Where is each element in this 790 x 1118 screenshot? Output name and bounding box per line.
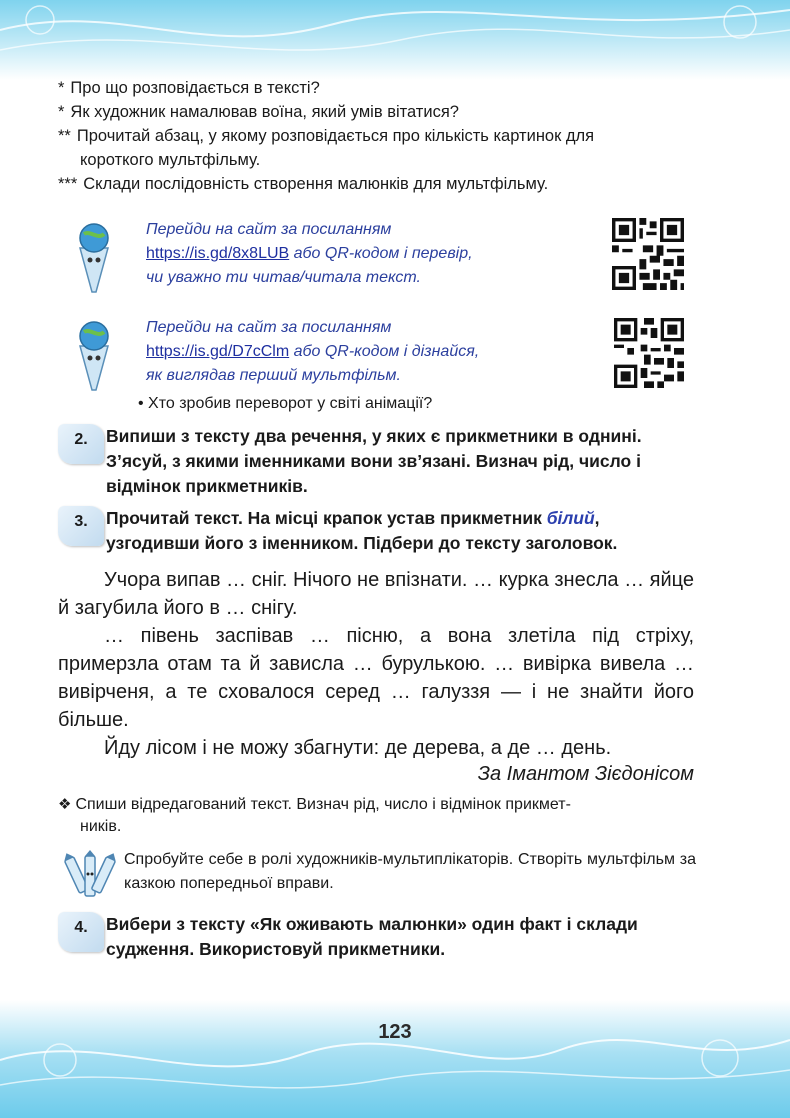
task-2-text: Випиши з тексту два речення, у яких є прикметники в однині. З’ясуй, з якими іменниками вони зв’язані. Визнач рід, число і відмінок прикметників. [106,426,642,496]
instruction: ❖ Спиши відредагований текст. Визнач рід, число і відмінок прикмет- ників. [58,796,571,835]
task-number-badge: 3. [58,506,104,546]
questions-list [58,76,708,196]
bottom-swirl-ornament [0,1000,790,1118]
question-item: * Як художник намалював воїна, який умів вітатися? [58,103,459,121]
task-number-badge: 2. [58,424,104,464]
question-item: *** Склади послідовність створення малюнків для мультфільму. [58,175,549,193]
page-number: 123 [378,1021,412,1043]
task-2 [58,424,708,502]
task-3-text: Прочитай текст. На місці крапок устав прикметник білий, узгодивши його з іменником. Підбери до тексту заголовок. [106,508,618,553]
task-4 [58,912,708,964]
story-paragraph: Йду лісом і не можу збагнути: де дерева, а де … день. [104,737,612,759]
link-url-1[interactable]: https://is.gd/8x8LUB [146,245,290,262]
attribution: За Імантом Зієдонісом [477,763,694,785]
qr-code-icon[interactable] [612,218,684,290]
story-text [58,566,694,762]
globe-mascot-icon [70,218,118,294]
crayon-note: Спробуйте себе в ролі художників-мультиплікаторів. Створіть мультфільм за казкою попередньої вправи. [124,851,696,892]
task-3 [58,506,708,558]
online-link-block-2 [70,316,710,396]
online-link-block-1 [70,218,710,298]
task-4-text: Вибери з тексту «Як оживають малюнки» один факт і склади судження. Використовуй прикметники. [106,914,638,959]
globe-mascot-icon [70,316,118,392]
task-number-badge: 4. [58,912,104,952]
bottom-decor-band [0,1000,790,1118]
top-swirl-ornament [0,0,790,80]
story-paragraph: … півень заспівав … пісню, а вона злетіла під стріху, примерзла отам та й зависла … бурулькою. … вивірка вивела … вивірченя, а те сховалося серед … галуззя — і не знайти його більше. [58,625,694,731]
question-item: ** Прочитай абзац, у якому розповідається про кількість картинок для [58,127,595,145]
question-item: * Про що розповідається в тексті? [58,79,320,97]
link-url-2[interactable]: https://is.gd/D7cClm [146,343,290,360]
crayons-icon [62,850,118,898]
question-item-continuation: короткого мультфільму. [80,151,261,169]
qr-code-icon[interactable] [614,318,684,388]
story-paragraph: Учора випав … сніг. Нічого не впізнати. … курка знесла … яйце й загубила його в … снігу. [58,569,694,619]
link-text-1: Перейди на сайт за посиланням https://is.gd/8x8LUB або QR-кодом і перевір, чи уважно ти читав/читала текст. [146,221,473,286]
bullet-question: • Хто зробив переворот у світі анімації? [138,395,433,412]
top-decor-band [0,0,790,80]
diamond-bullet-icon: ❖ [58,796,72,813]
highlighted-word: білий [546,508,595,528]
link-text-2: Перейди на сайт за посиланням https://is.gd/D7cClm або QR-кодом і дізнайся, як виглядав перший мультфільм. [146,319,480,384]
